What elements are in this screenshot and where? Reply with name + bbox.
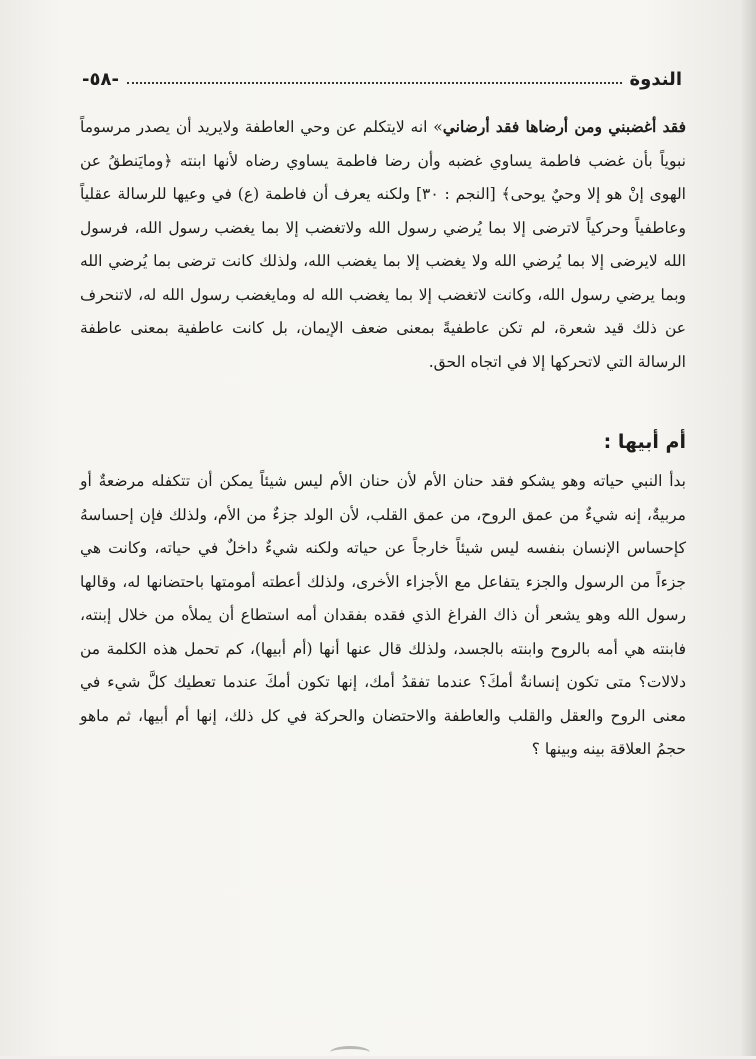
header-dotted-rule [127, 82, 622, 84]
paragraph-1 [80, 110, 686, 379]
next-page-bleed-mark [330, 1046, 370, 1059]
page-header [82, 62, 682, 96]
page-edge [742, 0, 756, 1056]
section-heading: أم أبيها : [603, 431, 686, 453]
paragraph-2: بدأ النبي حياته وهو يشكو فقد حنان الأم لأن حنان الأم ليس شيئاً يمكن أن تتكفله مرضعةٌ أو مربيةٌ، إنه شيءٌ من عمق الروح، من عمق القلب، لأن الولد جزءٌ من الأم، ولذلك فإن إحساسهُ كإحساس الإنسان بنفسه ليس شيئاً خارجاً عن حياته ولكنه شيءٌ داخلٌ في حياته، وكانت هي جزءاً من الرسول والجزء يتفاعل مع الأجزاء الأخرى، ولذلك أعطته أمومتها باحتضانها له، وقالها رسول الله وهو يشعر أن ذاك الفراغ الذي فقده بفقدان أمه استطاع أن يملأه من خلال إبنته، فابنته هي أمه بالروح وابنته بالجسد، ولذلك قال عنها أنها (أم أبيها)، كم تحمل هذه الكلمة من دلالات؟ متى تكون إنسانةٌ أمكَ؟ عندما تفقدُ أمك، إنها تكون أمكَ عندما تعطيك كلَّ شيء في معنى الروح والعقل والقلب والعاطفة والاحتضان والحركة في كل ذلك، إنها أم أبيها، ثم ماهو حجمُ العلاقة بينه وبينها ؟ [80, 472, 686, 758]
quoted-hadith-bold: فقد أغضبني ومن أرضاها فقد أرضاني [442, 117, 686, 136]
paragraph-1-text: » انه لايتكلم عن وحي العاطفة ولايريد أن يصدر مرسوماً نبوياً بأن غضب فاطمة يساوي غضبه وأن رضا فاطمة يساوي رضاه لأنها ابنته ﴿ومايَنطقُ عن الهوى إنْ هو إلا وحيٌ يوحى﴾ [النجم : ٣٠] ولكنه يعرف أن فاطمة (ع) في وعيها للرسالة عقلياً وعاطفياً وحركياً لاترضى إلا بما يُرضي رسول الله ولاتغضب إلا بما يغضب رسول الله، فرسول الله لايرضى إلا بما يُرضي الله ولا يغضب إلا بما يغضب الله، ولذلك كانت ترضى بما يُرضي الله وبما يرضي رسول الله، وكانت لاتغضب إلا بما يغضب الله له ومايغضب رسول الله له، لاتنحرف عن ذلك قيد شعرة، لم تكن عاطفيةً بمعنى ضعف الإيمان، بل كانت عاطفية بمعنى عاطفة الرسالة التي لاتحركها إلا في اتجاه الحق. [80, 118, 686, 371]
running-title: الندوة [629, 68, 682, 90]
page-body [80, 110, 686, 767]
page-number: -٥٨- [82, 68, 119, 90]
